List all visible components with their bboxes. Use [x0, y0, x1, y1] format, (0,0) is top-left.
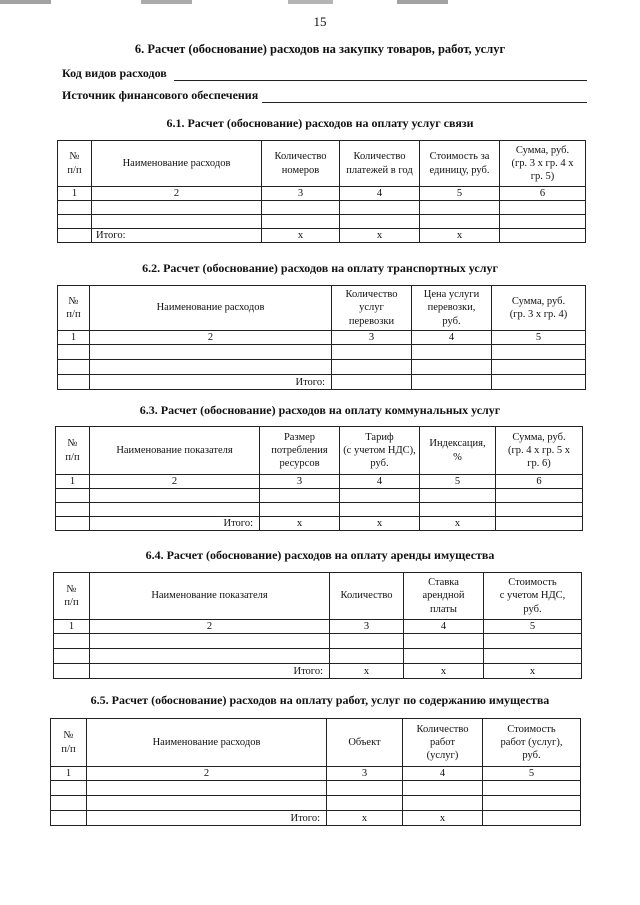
column-number: 4 — [340, 187, 420, 201]
column-number: 6 — [496, 475, 583, 489]
column-number: 4 — [404, 620, 484, 634]
column-number-row — [58, 331, 586, 345]
table-6-5 — [50, 718, 581, 826]
header-cell: Наименование расходов — [87, 719, 327, 767]
total-cell[interactable] — [412, 375, 492, 390]
header-cell: Сумма, руб. (гр. 3 х гр. 4 х гр. 5) — [500, 141, 586, 187]
header-cell: Количество — [330, 573, 404, 620]
expense-code-field — [62, 66, 587, 82]
column-number: 5 — [483, 767, 581, 781]
table-header-row — [58, 286, 586, 331]
table-6-1 — [57, 140, 586, 243]
column-number: 3 — [262, 187, 340, 201]
column-number: 5 — [484, 620, 582, 634]
header-cell: Наименование расходов — [90, 286, 332, 331]
total-sum-cell[interactable] — [500, 229, 586, 243]
total-label: Итого: — [87, 811, 327, 826]
table-row[interactable] — [54, 649, 582, 664]
column-number: 2 — [90, 331, 332, 345]
header-cell: Количество услуг перевозки — [332, 286, 412, 331]
column-number: 4 — [412, 331, 492, 345]
header-cell: Сумма, руб. (гр. 3 х гр. 4) — [492, 286, 586, 331]
column-number-row — [54, 620, 582, 634]
header-cell: № п/п — [54, 573, 90, 620]
table-header-row — [56, 427, 583, 475]
column-number: 3 — [260, 475, 340, 489]
total-x-cell: х — [404, 664, 484, 679]
column-number-row — [56, 475, 583, 489]
table-row[interactable] — [56, 489, 583, 503]
column-number: 1 — [56, 475, 90, 489]
header-cell: Количество платежей в год — [340, 141, 420, 187]
header-cell: Количество номеров — [262, 141, 340, 187]
column-number: 1 — [58, 331, 90, 345]
header-cell: № п/п — [56, 427, 90, 475]
table-row[interactable] — [58, 345, 586, 360]
total-x-cell: х — [327, 811, 403, 826]
expense-code-input-line[interactable] — [174, 80, 587, 81]
total-row — [58, 375, 586, 390]
column-number: 2 — [92, 187, 262, 201]
column-number: 2 — [90, 620, 330, 634]
table-row[interactable] — [58, 201, 586, 215]
total-x-cell: х — [420, 229, 500, 243]
header-cell: Размер потребления ресурсов — [260, 427, 340, 475]
column-number: 3 — [332, 331, 412, 345]
funding-source-label: Источник финансового обеспечения — [62, 88, 259, 102]
column-number: 6 — [500, 187, 586, 201]
total-x-cell: х — [420, 517, 496, 531]
total-row — [56, 517, 583, 531]
total-label: Итого: — [92, 229, 262, 243]
table-row[interactable] — [58, 360, 586, 375]
page-number: 15 — [313, 14, 327, 29]
scan-edge-artifact — [0, 0, 640, 4]
table-header-row — [51, 719, 581, 767]
total-sum-cell[interactable] — [496, 517, 583, 531]
column-number: 3 — [327, 767, 403, 781]
header-cell: № п/п — [58, 141, 92, 187]
header-cell: Объект — [327, 719, 403, 767]
total-label: Итого: — [90, 375, 332, 390]
column-number: 1 — [54, 620, 90, 634]
total-label: Итого: — [90, 664, 330, 679]
total-row — [51, 811, 581, 826]
total-x-cell: х — [340, 517, 420, 531]
section-6-2-title: 6.2. Расчет (обоснование) расходов на оплату транспортных услуг — [142, 261, 498, 275]
table-row[interactable] — [51, 781, 581, 796]
table-header-row — [54, 573, 582, 620]
column-number: 5 — [420, 187, 500, 201]
header-cell: № п/п — [58, 286, 90, 331]
total-row — [58, 229, 586, 243]
column-number: 4 — [403, 767, 483, 781]
total-x-cell: х — [484, 664, 582, 679]
header-cell: Ставка арендной платы — [404, 573, 484, 620]
table-6-2 — [57, 285, 586, 390]
section-6-3-title: 6.3. Расчет (обоснование) расходов на оплату коммунальных услуг — [139, 403, 501, 417]
main-title: 6. Расчет (обоснование) расходов на закупку товаров, работ, услуг — [134, 42, 506, 56]
total-x-cell: х — [340, 229, 420, 243]
total-x-cell: х — [330, 664, 404, 679]
total-label: Итого: — [90, 517, 260, 531]
total-sum-cell[interactable] — [483, 811, 581, 826]
section-6-5-title: 6.5. Расчет (обоснование) расходов на оплату работ, услуг по содержанию имущества — [90, 693, 550, 707]
table-row[interactable] — [51, 796, 581, 811]
section-6-4-title: 6.4. Расчет (обоснование) расходов на оплату аренды имущества — [145, 548, 495, 562]
table-6-3 — [55, 426, 583, 531]
column-number: 1 — [51, 767, 87, 781]
header-cell: Стоимость работ (услуг), руб. — [483, 719, 581, 767]
funding-source-input-line[interactable] — [262, 102, 587, 103]
header-cell: Наименование расходов — [92, 141, 262, 187]
column-number: 4 — [340, 475, 420, 489]
total-x-cell: х — [260, 517, 340, 531]
column-number-row — [58, 187, 586, 201]
table-6-4 — [53, 572, 582, 679]
table-header-row — [58, 141, 586, 187]
header-cell: Наименование показателя — [90, 427, 260, 475]
section-6-1-title: 6.1. Расчет (обоснование) расходов на оплату услуг связи — [166, 116, 474, 130]
funding-source-field — [62, 88, 587, 104]
header-cell: Тариф (с учетом НДС), руб. — [340, 427, 420, 475]
expense-code-label: Код видов расходов — [62, 66, 167, 80]
total-row — [54, 664, 582, 679]
column-number: 3 — [330, 620, 404, 634]
header-cell: № п/п — [51, 719, 87, 767]
column-number: 1 — [58, 187, 92, 201]
header-cell: Стоимость с учетом НДС, руб. — [484, 573, 582, 620]
total-sum-cell[interactable] — [492, 375, 586, 390]
table-row[interactable] — [56, 503, 583, 517]
header-cell: Наименование показателя — [90, 573, 330, 620]
table-row[interactable] — [54, 634, 582, 649]
header-cell: Количество работ (услуг) — [403, 719, 483, 767]
total-x-cell: х — [262, 229, 340, 243]
header-cell: Стоимость за единицу, руб. — [420, 141, 500, 187]
column-number-row — [51, 767, 581, 781]
table-row[interactable] — [58, 215, 586, 229]
header-cell: Цена услуги перевозки, руб. — [412, 286, 492, 331]
column-number: 2 — [90, 475, 260, 489]
column-number: 5 — [420, 475, 496, 489]
total-cell[interactable] — [332, 375, 412, 390]
total-x-cell: х — [403, 811, 483, 826]
column-number: 5 — [492, 331, 586, 345]
column-number: 2 — [87, 767, 327, 781]
header-cell: Индексация, % — [420, 427, 496, 475]
header-cell: Сумма, руб. (гр. 4 х гр. 5 х гр. 6) — [496, 427, 583, 475]
